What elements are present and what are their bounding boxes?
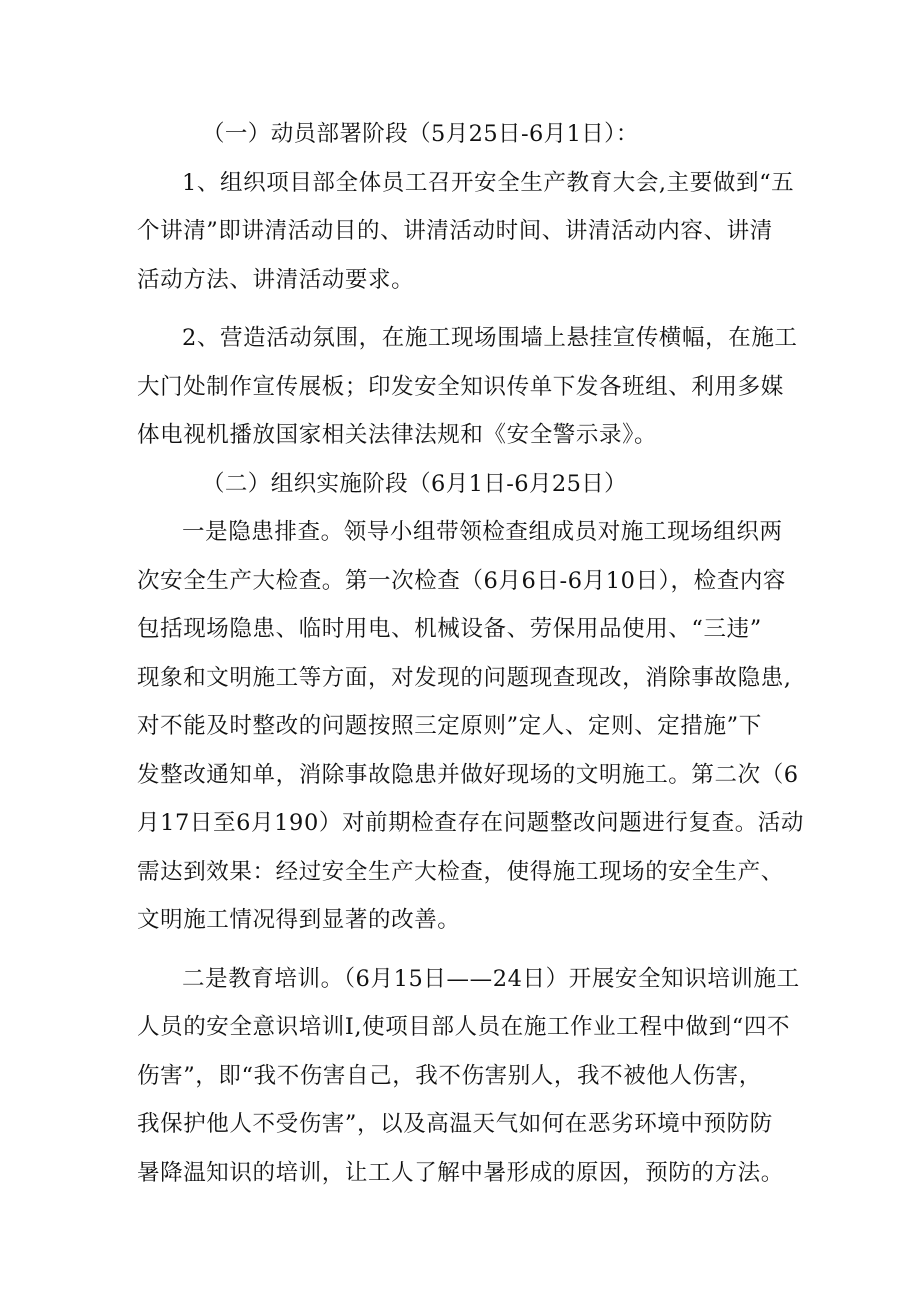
paragraph-line: 发整改通知单，消除事故隐患并做好现场的文明施工。第二次（6 bbox=[137, 761, 799, 788]
paragraph-line: 需达到效果：经过安全生产大检查，使得施工现场的安全生产、 bbox=[137, 858, 784, 885]
paragraph-hazard-inspection bbox=[137, 508, 804, 945]
paragraph-line: 伤害”，即“我不伤害自己，我不伤害别人，我不被他人伤害， bbox=[137, 1062, 762, 1089]
paragraph-line: 包括现场隐患、临时用电、机械设备、劳保用品使用、“三违” bbox=[137, 616, 762, 642]
paragraph-line: 个讲清”即讲清活动目的、讲清活动时间、讲清活动内容、讲清 bbox=[137, 218, 773, 244]
paragraph-line: 暑降温知识的培训，让工人了解中暑形成的原因，预防的方法。 bbox=[137, 1159, 784, 1186]
paragraph-line: 我保护他人不受伤害”，以及高温天气如何在恶劣环境中预防防 bbox=[137, 1111, 773, 1137]
paragraph-line: 现象和文明施工等方面，对发现的问题现查现改，消除事故隐患, bbox=[137, 664, 792, 691]
paragraph-line: 一是隐患排查。领导小组带领检查组成员对施工现场组织两 bbox=[182, 519, 783, 545]
paragraph-line: 文明施工情况得到显著的改善。 bbox=[137, 907, 461, 933]
paragraph-education-training bbox=[137, 955, 800, 1198]
paragraph-line: 大门处制作宣传展板；印发安全知识传单下发各班组、利用多媒 bbox=[137, 373, 784, 400]
section-heading-implementation: （二）组织实施阶段（6月1日-6月25日） bbox=[202, 470, 628, 497]
paragraph-line: 2、营造活动氛围，在施工现场围墙上悬挂宣传横幅，在施工 bbox=[182, 325, 798, 351]
paragraph-line: 次安全生产大检查。第一次检查（6月6日-6月10日），检查内容 bbox=[137, 567, 787, 594]
paragraph-line: 活动方法、讲清活动要求。 bbox=[137, 266, 415, 293]
paragraph-line: 人员的安全意识培训I,使项目部人员在施工作业工程中做到“四不 bbox=[137, 1014, 791, 1040]
paragraph-line: 体电视机播放国家相关法律法规和《安全警示录》。 bbox=[137, 422, 658, 448]
paragraph-line: 二是教育培训。（6月15日——24日）开展安全知识培训施工 bbox=[182, 965, 800, 992]
section-heading-mobilization: （一）动员部署阶段（5月25日-6月1日）： bbox=[202, 121, 639, 147]
paragraph-line: 1、组织项目部全体员工召开安全生产教育大会,主要做到“五 bbox=[182, 169, 795, 196]
paragraph-line: 对不能及时整改的问题按照三定原则”定人、定则、定措施”下 bbox=[137, 713, 762, 739]
document-body bbox=[137, 110, 804, 1197]
paragraph-line: 月17日至6月190）对前期检查存在问题整改问题进行复查。活动 bbox=[137, 810, 804, 836]
paragraph-item-1 bbox=[137, 159, 795, 305]
paragraph-item-2 bbox=[137, 314, 798, 460]
